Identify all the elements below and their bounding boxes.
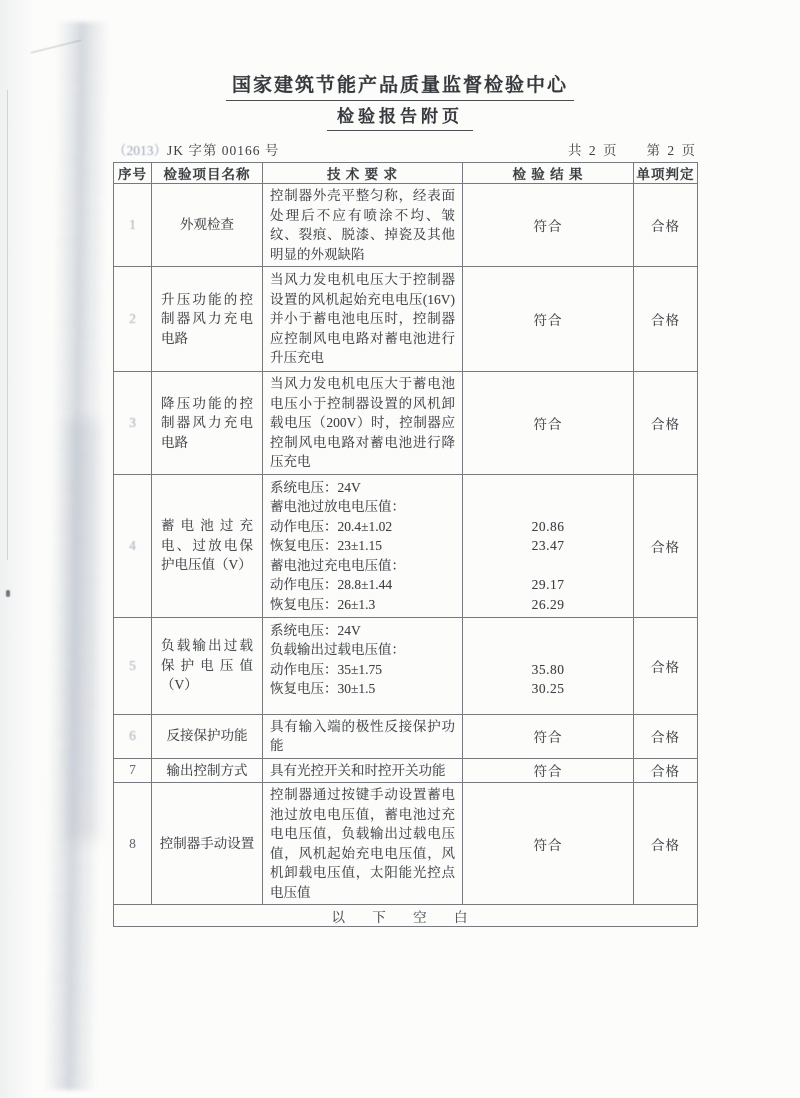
row-no: 6: [114, 714, 152, 758]
scan-smudge-band: [44, 22, 109, 1091]
row-tech-requirement: 具有输入端的极性反接保护功能: [263, 714, 463, 758]
row-result: [463, 617, 634, 714]
result-value: [463, 640, 633, 660]
row-verdict: 合格: [634, 267, 698, 372]
result-value: [463, 556, 633, 576]
row-tech-requirement: 当风力发电机电压大于控制器设置的风机起始充电电压(16V)并小于蓄电池电压时，控制器应控制风电电路对蓄电池进行升压充电: [263, 267, 463, 372]
tech-line: 蓄电池过放电电压值：: [270, 499, 405, 515]
row-verdict: 合格: [634, 617, 698, 714]
row-tech-requirement: [263, 617, 463, 714]
scan-scratch-mark: [31, 40, 82, 54]
result-value: 23.47: [531, 538, 565, 554]
table-footer-row: [114, 905, 698, 927]
table-row: [114, 184, 698, 267]
tech-line: 恢复电压：30±1.5: [270, 681, 376, 697]
row-tech-requirement: 当风力发电机电压大于蓄电池电压小于控制器设置的风机卸载电压（200V）时，控制器应控制风电电路对蓄电池进行降压充电: [263, 372, 463, 475]
row-verdict: 合格: [634, 783, 698, 905]
table-row: [114, 617, 698, 714]
result-value: 20.86: [531, 518, 565, 534]
row-item-name: 降压功能的控制器风力充电电路: [152, 372, 263, 475]
scan-edge-tint: [0, 0, 34, 1098]
row-no: 8: [114, 783, 152, 905]
row-item-name: 蓄电池过充电、过放电保护电压值（V）: [152, 474, 263, 617]
row-verdict: 合格: [634, 714, 698, 758]
report-subtitle: 检验报告附页: [327, 102, 473, 131]
row-verdict: 合格: [634, 184, 698, 267]
report-number: [113, 139, 279, 159]
result-value: [463, 478, 633, 498]
row-item-name: 输出控制方式: [152, 758, 263, 783]
tech-line: 恢复电压：23±1.15: [270, 538, 383, 554]
table-row: [114, 714, 698, 758]
col-header-item: 检验项目名称: [152, 163, 263, 184]
col-header-result: 检 验 结 果: [463, 163, 634, 184]
total-pages: 共 2 页: [568, 143, 619, 158]
result-value: 29.17: [531, 577, 565, 593]
blank-below-note: 以 下 空 白: [114, 905, 698, 927]
inspection-result-table: [113, 162, 698, 927]
table-row: [114, 758, 698, 783]
row-item-name: 外观检查: [152, 184, 263, 267]
result-value: [463, 621, 633, 641]
col-header-tech: 技 术 要 求: [263, 163, 463, 184]
result-value: [463, 497, 633, 517]
row-item-name: 反接保护功能: [152, 714, 263, 758]
row-tech-requirement: 控制器通过按键手动设置蓄电池过放电电压值，蓄电池过充电电压值，负载输出过载电压值，风机起始充电电压值，风机卸载电压值，太阳能光控点电压值: [263, 783, 463, 905]
row-no: 7: [114, 758, 152, 783]
tech-line: 负载输出过载电压值：: [270, 642, 405, 658]
row-result: 符合: [463, 714, 634, 758]
result-value: 35.80: [531, 661, 565, 677]
tech-line: 系统电压：24V: [270, 622, 361, 638]
current-page: 第 2 页: [646, 143, 697, 158]
scan-fold-line: [7, 90, 8, 560]
row-no: 4: [114, 474, 152, 617]
row-item-name: 负载输出过载保护电压值（V）: [152, 617, 263, 714]
row-result: 符合: [463, 758, 634, 783]
scan-ink-speck: [6, 590, 10, 597]
row-tech-requirement: 具有光控开关和时控开关功能: [263, 758, 463, 783]
row-no: 1: [114, 184, 152, 267]
row-verdict: 合格: [634, 758, 698, 783]
result-value: 30.25: [531, 681, 565, 697]
row-result: 符合: [463, 267, 634, 372]
report-number-serial: JK 字第 00166 号: [167, 143, 280, 158]
row-result: 符合: [463, 783, 634, 905]
table-row: [114, 474, 698, 617]
tech-line: 动作电压：35±1.75: [270, 661, 383, 677]
row-item-name: 控制器手动设置: [152, 783, 263, 905]
tech-line: 动作电压：28.8±1.44: [270, 577, 393, 593]
row-no: 3: [114, 372, 152, 475]
center-name-title: 国家建筑节能产品质量监督检验中心: [226, 70, 574, 101]
report-meta-line: [113, 139, 697, 159]
table-row: [114, 267, 698, 372]
table-row: [114, 783, 698, 905]
result-value: 26.29: [531, 597, 565, 613]
row-tech-requirement: [263, 474, 463, 617]
row-tech-requirement: 控制器外壳平整匀称，经表面处理后不应有喷涂不均、皱纹、裂痕、脱漆、掉瓷及其他明显的外观缺陷: [263, 184, 463, 267]
col-header-no: 序号: [114, 163, 152, 184]
row-no: 5: [114, 617, 152, 714]
row-result: 符合: [463, 372, 634, 475]
row-verdict: 合格: [634, 474, 698, 617]
tech-line: 恢复电压：26±1.3: [270, 597, 376, 613]
tech-line: 动作电压：20.4±1.02: [270, 518, 393, 534]
report-number-year: （2013）: [113, 143, 167, 158]
row-item-name: 升压功能的控制器风力充电电路: [152, 267, 263, 372]
row-no: 2: [114, 267, 152, 372]
tech-line: 蓄电池过充电电压值：: [270, 557, 405, 573]
tech-line: 系统电压：24V: [270, 479, 361, 495]
row-result: [463, 474, 634, 617]
table-header-row: [114, 163, 698, 184]
row-result: 符合: [463, 184, 634, 267]
row-verdict: 合格: [634, 372, 698, 475]
col-header-verdict: 单项判定: [634, 163, 698, 184]
page-indicator: [568, 139, 697, 159]
table-row: [114, 372, 698, 475]
scan-smudge-band-lower: [66, 420, 100, 840]
